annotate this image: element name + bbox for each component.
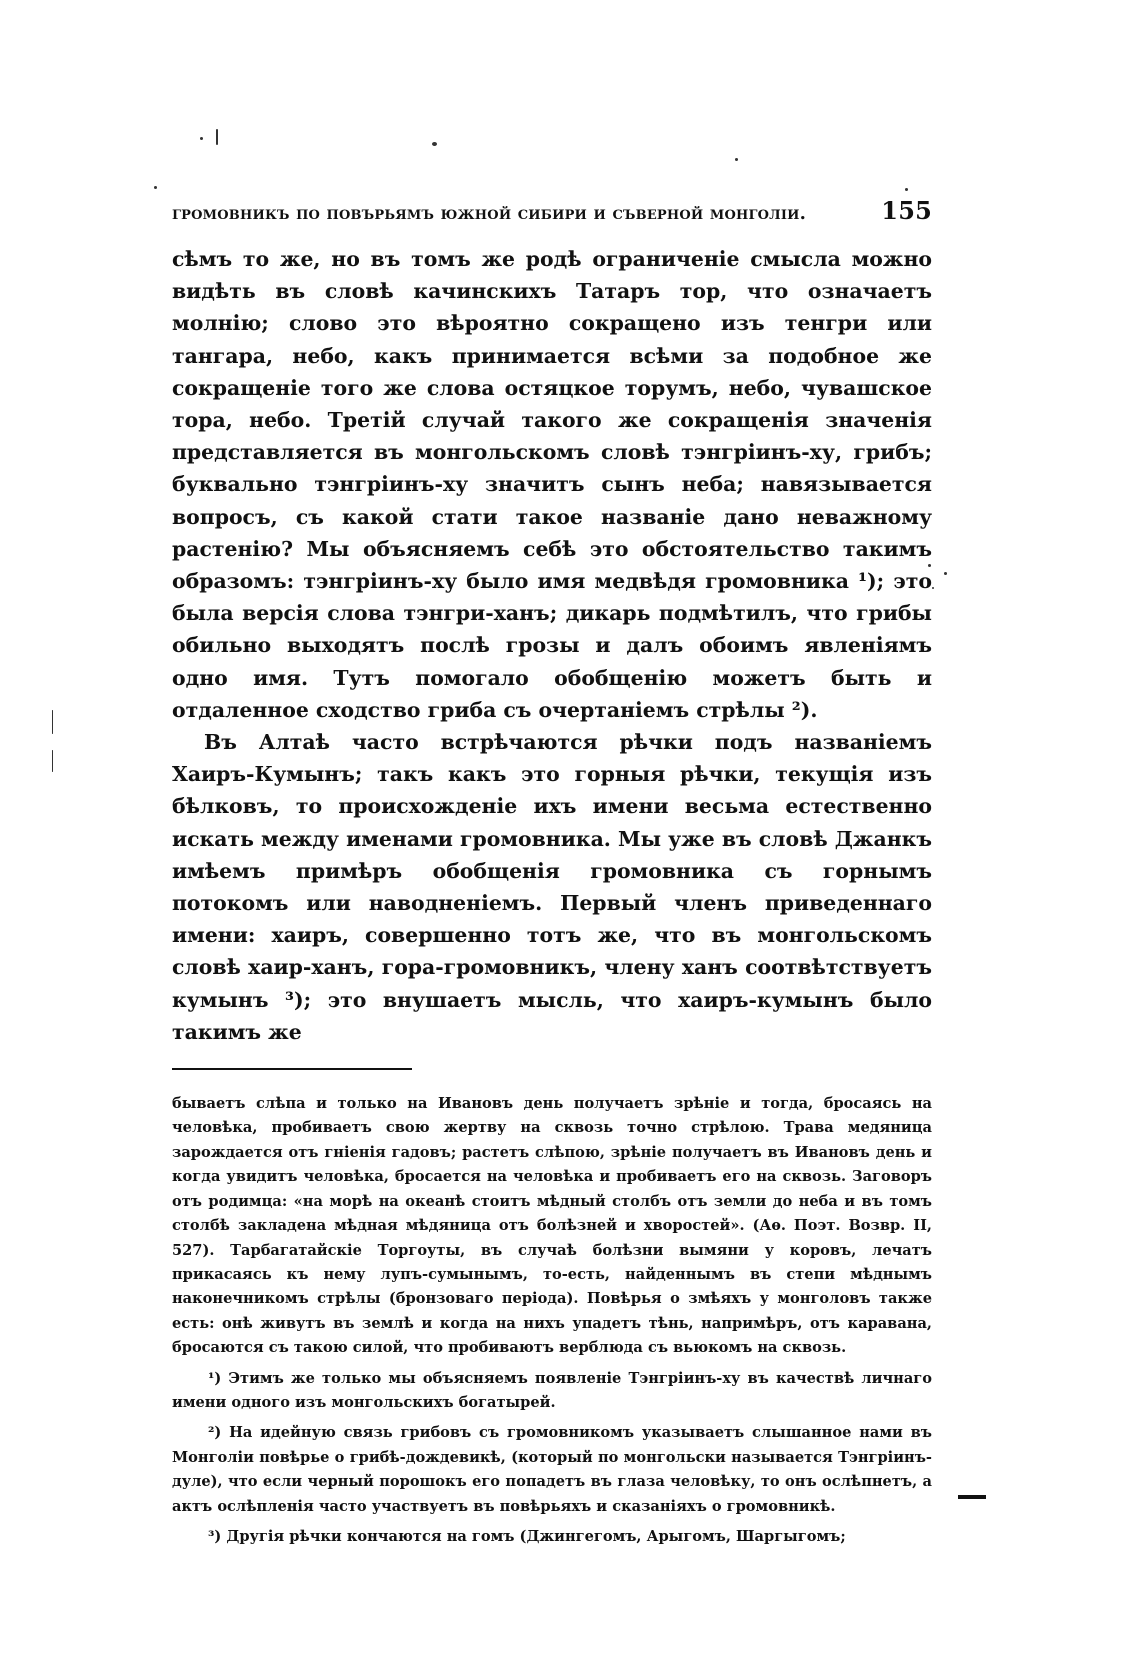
running-title: громовникъ по повърьямъ южной сибири и съверной монголіи. xyxy=(172,203,807,224)
footnotes xyxy=(172,1092,932,1549)
page-number: 155 xyxy=(881,196,932,225)
footnote-3: ³) Другія рѣчки кончаются на гомъ (Джингегомъ, Арыгомъ, Шаргыгомъ; xyxy=(208,1527,846,1545)
body-paragraph: сѣмъ то же, но въ томъ же родѣ ограниченіе смысла можно видѣть въ словѣ качинскихъ Татаръ тор, что означаетъ молнію; слово это вѣроятно сокращено изъ тенгри или тангара, небо, какъ принимается всѣми за подобное же сокращеніе того же слова остяцкое торумъ, небо, чувашское тора, небо. Третій случай такого же сокращенія значенія представляется въ монгольскомъ словѣ тэнгріинъ-ху, грибъ; буквально тэнгріинъ-ху значитъ сынъ неба; навязывается вопросъ, съ какой стати такое названіе дано неважному растенію? Мы объясняемъ себѣ это обстоятельство такимъ образомъ: тэнгріинъ-ху было имя медвѣдя громовника ¹); это была версія слова тэнгри-ханъ; дикарь подмѣтилъ, что грибы обильно выходятъ послѣ грозы и далъ обоимъ явленіямъ одно имя. Тутъ помогало обобщенію можетъ быть и отдаленное сходство гриба съ очертаніемъ стрѣлы ²). xyxy=(172,247,932,722)
body-paragraph: Въ Алтаѣ часто встрѣчаются рѣчки подъ названіемъ Хаиръ-Кумынъ; такъ какъ это горныя рѣчки, текущія изъ бѣлковъ, то происхожденіе ихъ имени весьма естественно искать между именами громовника. Мы уже въ словѣ Джанкъ имѣемъ примѣръ обобщенія громовника съ горнымъ потокомъ или наводненіемъ. Первый членъ приведеннаго имени: хаиръ, совершенно тотъ же, что въ монгольскомъ словѣ хаир-ханъ, гора-громовникъ, члену ханъ соотвѣтствуетъ кумынъ ³); это внушаетъ мысль, что хаиръ-кумынъ было такимъ же xyxy=(172,730,932,1044)
footnote-2: ²) На идейную связь грибовъ съ громовникомъ указываетъ слышанное нами въ Монголіи повѣрье о грибѣ-дождевикѣ, (который по монгольски называется Тэнгріинъ-дуле), что если черный порошокъ его попадетъ въ глаза человѣку, то онъ ослѣпнетъ, а актъ ослѣпленія часто участвуетъ въ повѣрьяхъ и сказаніяхъ о громовникѣ. xyxy=(172,1424,932,1515)
body-text xyxy=(172,243,932,1048)
footnote-continuation: бываетъ слѣпа и только на Ивановъ день получаетъ зрѣніе и тогда, бросаясь на человѣка, пробиваетъ свою жертву на сквозь точно стрѣлою. Трава медяница зарождается отъ гніенія гадовъ; растетъ слѣпою, зрѣніе получаетъ въ Ивановъ день и когда увидитъ человѣка, бросается на человѣка и пробиваетъ его на сквозь. Заговоръ отъ родимца: «на морѣ на океанѣ стоитъ мѣдный столбъ отъ земли до неба и въ томъ столбѣ закладена мѣдная мѣдяница отъ болѣзней и хворостей». (Аѳ. Поэт. Возвр. II, 527). Тарбагатайскіе Торгоуты, въ случаѣ болѣзни вымяни у коровъ, лечатъ прикасаясь къ нему лупъ-сумынымъ, то-есть, найденнымъ въ степи мѣднымъ наконечникомъ стрѣлы (бронзоваго періода). Повѣрья о змѣяхъ у монголовъ также есть: онѣ живутъ въ землѣ и когда на нихъ упадетъ тѣнь, напримѣръ, отъ каравана, бросаются съ такою силой, что пробиваютъ верблюда съ вьюкомъ на сквозь. xyxy=(172,1095,932,1357)
document-page xyxy=(172,196,932,1549)
footnote-rule xyxy=(172,1068,412,1070)
footnote-1: ¹) Этимъ же только мы объясняемъ появленіе Тэнгріинъ-ху въ качествѣ личнаго имени одного изъ монгольскихъ богатырей. xyxy=(172,1369,932,1411)
running-head xyxy=(172,196,932,225)
margin-dash xyxy=(958,1495,986,1499)
